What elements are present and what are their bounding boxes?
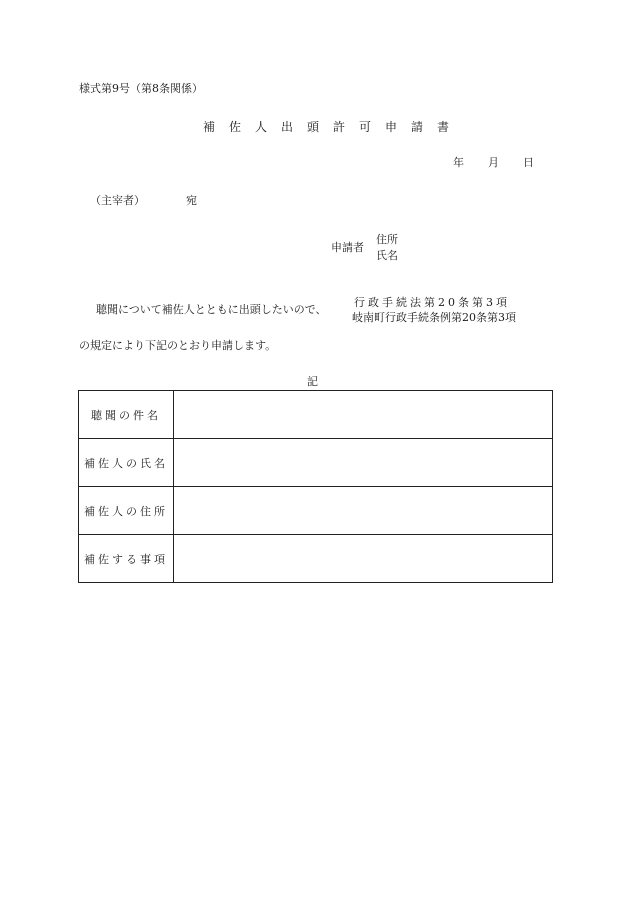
row-value-assistant-address	[174, 487, 553, 535]
application-record-table	[78, 390, 553, 583]
row-label-assistant-name: 補佐人の氏名	[79, 439, 174, 487]
table-row	[79, 391, 553, 439]
law-option-1: 行政手続法第20条第3項	[354, 296, 510, 309]
row-label-assisted-matters: 補佐する事項	[79, 535, 174, 583]
law-option-2: 岐南町行政手続条例第20条第3項	[352, 311, 516, 324]
ki-heading: 記	[307, 375, 318, 388]
document-title: 補佐人出頭許可申請書	[203, 120, 464, 134]
form-number: 様式第9号（第8条関係）	[79, 82, 203, 95]
date-day-label: 日	[523, 156, 534, 169]
row-label-assistant-address: 補佐人の住所	[79, 487, 174, 535]
date-year-label: 年	[453, 156, 464, 169]
applicant-address-label: 住所	[376, 233, 398, 246]
applicant-name-label: 氏名	[376, 249, 398, 262]
addressee-role: （主宰者）	[90, 194, 145, 207]
row-value-assisted-matters	[174, 535, 553, 583]
applicant-label: 申請者	[331, 241, 364, 254]
row-value-hearing-subject	[174, 391, 553, 439]
table-row	[79, 535, 553, 583]
table-row	[79, 439, 553, 487]
date-month-label: 月	[488, 156, 499, 169]
table-row	[79, 487, 553, 535]
body-text-line2: の規定により下記のとおり申請します。	[79, 339, 277, 352]
row-label-hearing-subject: 聴聞の件名	[79, 391, 174, 439]
body-text-line1: 聴聞について補佐人とともに出頭したいので、	[96, 303, 327, 316]
row-value-assistant-name	[174, 439, 553, 487]
addressee-suffix: 宛	[186, 194, 197, 207]
